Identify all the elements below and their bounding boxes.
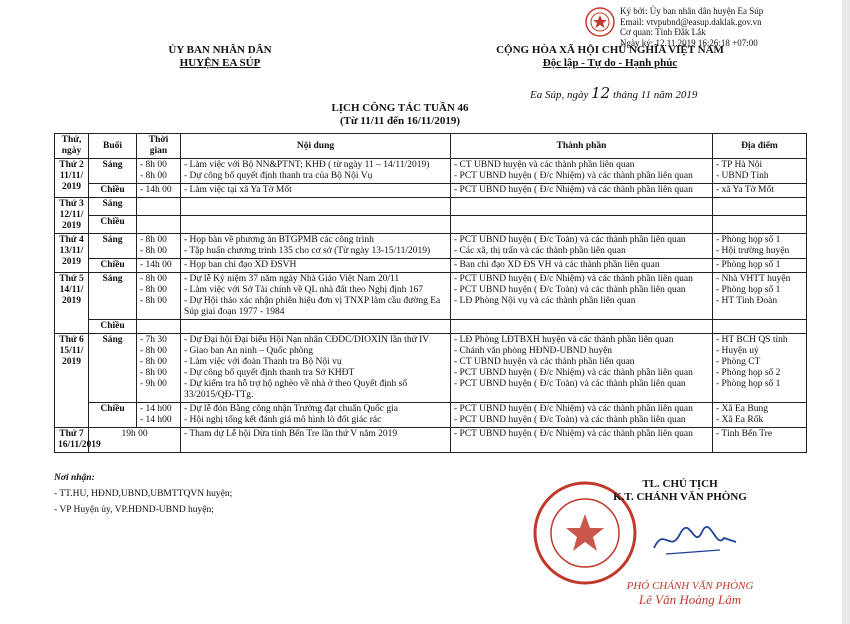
place-cell-item: - HT BCH QS tỉnh — [716, 335, 788, 345]
time-cell — [137, 159, 181, 184]
members-cell — [451, 403, 713, 428]
members-cell-item: - PCT UBND huyện ( Đ/c Toàn) và các thành phần liên quan — [454, 285, 686, 295]
time-cell — [137, 184, 181, 198]
members-cell — [451, 320, 713, 334]
time-cell-item: - 14 h00 — [140, 415, 172, 425]
time-cell-item: - 8h 00 — [140, 285, 167, 295]
time-cell — [137, 234, 181, 259]
place-cell-item: - Phòng họp số 1 — [716, 260, 781, 270]
title-line: LỊCH CÔNG TÁC TUẦN 46 — [331, 102, 469, 114]
content-cell-item: - Tham dự Lễ hội Dừa tỉnh Bến Tre lần thứ V năm 2019 — [184, 429, 398, 439]
signature-line: Email: vtvpubnd@easup.daklak.gov.vn — [620, 16, 762, 27]
place-cell-item: - Huyện uỷ — [716, 346, 759, 356]
table-row — [55, 216, 807, 234]
day-cell: Thứ 7 16/11/2019 — [55, 428, 89, 453]
session-cell: Chiều — [89, 320, 137, 334]
session-cell: Sáng — [89, 159, 137, 184]
signer-line: TL. CHỦ TỊCH — [642, 478, 718, 490]
deputy-title: PHÓ CHÁNH VĂN PHÒNG — [626, 580, 754, 592]
members-cell — [451, 159, 713, 184]
place-cell-item: - Phòng họp số 2 — [716, 368, 781, 378]
members-cell — [451, 216, 713, 234]
table-header-row — [55, 134, 807, 159]
members-cell — [451, 428, 713, 453]
content-cell-item: - Dự lễ đón Bằng công nhận Trường đạt chuẩn Quốc gia — [184, 404, 398, 414]
content-cell — [181, 184, 451, 198]
content-cell-item: - Dự công bố quyết định thanh tra Sở KHĐT — [184, 368, 355, 378]
digital-signature-block — [620, 6, 840, 48]
day-cell: Thứ 6 15/11/ 2019 — [55, 334, 89, 428]
time-cell — [137, 403, 181, 428]
time-cell — [137, 198, 181, 216]
session-cell: Chiều — [89, 216, 137, 234]
place-cell-item: - Phòng họp số 1 — [716, 379, 781, 389]
members-cell-item: - PCT UBND huyện ( Đ/c Toàn) và các thành phần liên quan — [454, 379, 686, 389]
session-cell: Sáng — [89, 198, 137, 216]
place-cell-item: - Phòng họp số 1 — [716, 235, 781, 245]
column-header: Nội dung — [181, 134, 451, 159]
signer-block — [560, 478, 800, 504]
time-cell — [137, 259, 181, 273]
column-header: Địa điểm — [713, 134, 807, 159]
date-month-label: tháng — [612, 89, 639, 101]
table-row — [55, 234, 807, 259]
place-cell-item: - TP Hà Nội — [716, 160, 763, 170]
members-cell — [451, 234, 713, 259]
recipients-label: Nơi nhận: — [54, 473, 95, 483]
time-cell-item: - 8h 00 — [140, 296, 167, 306]
table-row — [55, 198, 807, 216]
members-cell-item: - Chánh văn phòng HĐND-UBND huyện — [454, 346, 613, 356]
column-header: Thứ, ngày — [55, 134, 89, 159]
table-row — [55, 428, 807, 453]
day-cell: Thứ 2 11/11/ 2019 — [55, 159, 89, 198]
date-line — [530, 84, 750, 102]
time-cell-item: - 9h 00 — [140, 379, 167, 389]
signature-line: Cơ quan: Tỉnh Đắk Lắk — [620, 27, 706, 37]
time-cell — [137, 334, 181, 403]
time-cell-item: - 14h 00 — [140, 260, 172, 270]
members-cell-item: - PCT UBND huyện ( Đ/c Nhiệm) và các thành phần liên quan — [454, 274, 693, 284]
column-header: Thời gian — [137, 134, 181, 159]
title-line: (Từ 11/11 đến 16/11/2019) — [340, 115, 460, 127]
table-row — [55, 334, 807, 403]
content-cell-item: - Dự công bố quyết định thanh tra của Bộ Nội Vụ — [184, 171, 373, 181]
content-cell-item: - Tập huấn chương trình 135 cho cơ sở (Từ ngày 13-15/11/2019) — [184, 246, 431, 256]
members-cell-item: - PCT UBND huyện ( Đ/c Toàn) và các thành phần liên quan — [454, 415, 686, 425]
day-cell: Thứ 4 13/11/ 2019 — [55, 234, 89, 273]
recipient-item: - TT.HU, HĐND,UBND,UBMTTQVN huyện; — [54, 489, 233, 499]
members-cell — [451, 273, 713, 320]
place-cell — [713, 273, 807, 320]
place-cell-item: - HT Tỉnh Đoàn — [716, 296, 778, 306]
content-cell — [181, 428, 451, 453]
document-title — [250, 102, 550, 128]
content-cell-item: - Hội nghị tổng kết đánh giá mô hình lò đốt giác rác — [184, 415, 382, 425]
members-cell — [451, 259, 713, 273]
date-year: năm 2019 — [653, 89, 698, 101]
issuing-organization — [120, 44, 320, 70]
content-cell-item: - Làm việc với Sở Tài chính về QL nhà đất theo Nghị định 167 — [184, 285, 424, 295]
members-cell-item: - PCT UBND huyện ( Đ/c Nhiệm) và các thành phần liên quan — [454, 429, 693, 439]
table-row — [55, 320, 807, 334]
content-cell — [181, 216, 451, 234]
session-cell: Sáng — [89, 334, 137, 403]
time-cell-item: - 8h 00 — [140, 346, 167, 356]
content-cell — [181, 159, 451, 184]
column-header: Buổi — [89, 134, 137, 159]
place-cell — [713, 334, 807, 403]
recipient-item: - VP Huyện ủy, VP.HĐND-UBND huyện; — [54, 505, 214, 515]
content-cell-item: - Làm việc với Bộ NN&PTNT; KHĐ ( từ ngày 11 – 14/11/2019) — [184, 160, 430, 170]
signature-line: Ký bởi: Ủy ban nhân dân huyện Ea Súp — [620, 6, 764, 16]
members-cell — [451, 334, 713, 403]
members-cell-item: - PCT UBND huyện ( Đ/c Nhiệm) và các thành phần liên quan — [454, 404, 693, 414]
place-cell-item: - Tỉnh Bến Tre — [716, 429, 773, 439]
recipients-block — [54, 472, 414, 520]
place-cell-item: - Xã Ea Rốk — [716, 415, 764, 425]
content-cell — [181, 234, 451, 259]
content-cell — [181, 334, 451, 403]
session-cell: Sáng — [89, 273, 137, 320]
members-cell — [451, 184, 713, 198]
date-prefix: Ea Súp, ngày — [530, 89, 589, 101]
place-cell — [713, 320, 807, 334]
date-day: 12 — [591, 84, 611, 102]
time-cell-item: - 8h 00 — [140, 274, 167, 284]
content-cell-item: - Dự Hội thảo xác nhận phiên hiệu đơn vị TNXP làm cầu đường Ea Súp giai đoạn 1977 - 1984 — [184, 296, 441, 317]
signature-line: Ngày ký: 12.11.2019 16:26:18 +07:00 — [620, 37, 758, 48]
day-cell: Thứ 3 12/11/ 2019 — [55, 198, 89, 234]
place-cell-item: - Nhà VHTT huyện — [716, 274, 791, 284]
members-cell-item: - LĐ Phòng Nội vụ và các thành phần liên quan — [454, 296, 636, 306]
members-cell — [451, 198, 713, 216]
digital-seal-icon — [584, 6, 616, 38]
time-cell-item: - 7h 30 — [140, 335, 167, 345]
table-row — [55, 403, 807, 428]
schedule-table — [54, 133, 807, 453]
table-row — [55, 184, 807, 198]
time-cell — [137, 216, 181, 234]
day-cell: Thứ 5 14/11/ 2019 — [55, 273, 89, 334]
table-row — [55, 159, 807, 184]
national-motto — [470, 44, 750, 70]
time-cell-item: - 8h 00 — [140, 357, 167, 367]
place-cell — [713, 216, 807, 234]
content-cell — [181, 273, 451, 320]
place-cell-item: - xã Ya Tờ Mốt — [716, 185, 774, 195]
place-cell-item: - Phòng họp số 1 — [716, 285, 781, 295]
time-cell-item: - 8h 00 — [140, 171, 167, 181]
time-cell-item: - 8h 00 — [140, 160, 167, 170]
place-cell-item: - Hội trường huyện — [716, 246, 790, 256]
schedule-body — [55, 159, 807, 453]
members-cell-item: - PCT UBND huyện ( Đ/c Nhiệm) và các thành phần liên quan — [454, 171, 693, 181]
content-cell-item: - Họp ban chỉ đạo XD ĐSVH — [184, 260, 297, 270]
time-cell-item: - 8h 00 — [140, 368, 167, 378]
place-cell — [713, 259, 807, 273]
content-cell-item: - Dự lễ Kỷ niệm 37 năm ngày Nhà Giáo Việt Nam 20/11 — [184, 274, 400, 284]
place-cell-item: - Phòng CT — [716, 357, 761, 367]
members-cell-item: - CT UBND huyện và các thành phần liên quan — [454, 160, 635, 170]
members-cell-item: - PCT UBND huyện ( Đ/c Nhiệm) và các thành phần liên quan — [454, 368, 693, 378]
content-cell-item: - Làm việc tại xã Ya Tờ Mốt — [184, 185, 292, 195]
content-cell-item: - Giao ban An ninh – Quốc phòng — [184, 346, 314, 356]
org-line: ỦY BAN NHÂN DÂN — [168, 44, 272, 56]
time-cell-item: - 8h 00 — [140, 235, 167, 245]
time-cell-item: - 14h 00 — [140, 185, 172, 195]
table-row — [55, 273, 807, 320]
time-cell: 19h 00 — [89, 428, 181, 453]
members-cell-item: - PCT UBND huyện ( Đ/c Nhiệm) và các thành phần liên quan — [454, 185, 693, 195]
time-cell — [137, 273, 181, 320]
session-cell: Chiều — [89, 259, 137, 273]
members-cell-item: - CT UBND huyện và các thành phần liên quan — [454, 357, 635, 367]
session-cell: Chiều — [89, 403, 137, 428]
org-line: HUYỆN EA SÚP — [179, 57, 261, 69]
date-month: 11 — [640, 89, 651, 101]
motto-line: Độc lập - Tự do - Hạnh phúc — [542, 57, 678, 69]
place-cell — [713, 198, 807, 216]
time-cell-item: - 8h 00 — [140, 246, 167, 256]
content-cell — [181, 320, 451, 334]
session-cell: Sáng — [89, 234, 137, 259]
place-cell-item: - Xã Ea Bung — [716, 404, 768, 414]
signer-line: K.T. CHÁNH VĂN PHÒNG — [613, 491, 747, 503]
place-cell-item: - UBND Tỉnh — [716, 171, 769, 181]
place-cell — [713, 234, 807, 259]
content-cell-item: - Họp bàn về phương án BTGPMB các công trình — [184, 235, 374, 245]
handwritten-signature — [650, 520, 740, 560]
place-cell — [713, 159, 807, 184]
content-cell-item: - Dự Đại hội Đại biểu Hội Nạn nhân CĐDC/DIOXIN lần thứ IV — [184, 335, 430, 345]
session-cell: Chiều — [89, 184, 137, 198]
place-cell — [713, 403, 807, 428]
members-cell-item: - LĐ Phòng LĐTBXH huyện và các thành phần liên quan — [454, 335, 674, 345]
place-cell — [713, 428, 807, 453]
nation-line: CỘNG HÒA XÃ HỘI CHỦ NGHĨA VIỆT NAM — [496, 44, 724, 56]
place-cell — [713, 184, 807, 198]
table-row — [55, 259, 807, 273]
deputy-name: Lê Văn Hoàng Lâm — [638, 592, 742, 607]
members-cell-item: - Các xã, thị trấn và các thành phần liên quan — [454, 246, 626, 256]
deputy-signer — [590, 580, 790, 608]
time-cell-item: - 14 h00 — [140, 404, 172, 414]
content-cell-item: - Dự kiểm tra hỗ trợ hộ nghèo về nhà ở theo Quyết định số 33/2015/QĐ-TTg. — [184, 379, 408, 400]
column-header: Thành phần — [451, 134, 713, 159]
members-cell-item: - PCT UBND huyện ( Đ/c Toàn) và các thành phần liên quan — [454, 235, 686, 245]
content-cell-item: - Làm việc với đoàn Thanh tra Bộ Nội vụ — [184, 357, 342, 367]
members-cell-item: - Ban chỉ đạo XD ĐS VH và các thành phần liên quan — [454, 260, 660, 270]
content-cell — [181, 198, 451, 216]
content-cell — [181, 403, 451, 428]
time-cell — [137, 320, 181, 334]
content-cell — [181, 259, 451, 273]
